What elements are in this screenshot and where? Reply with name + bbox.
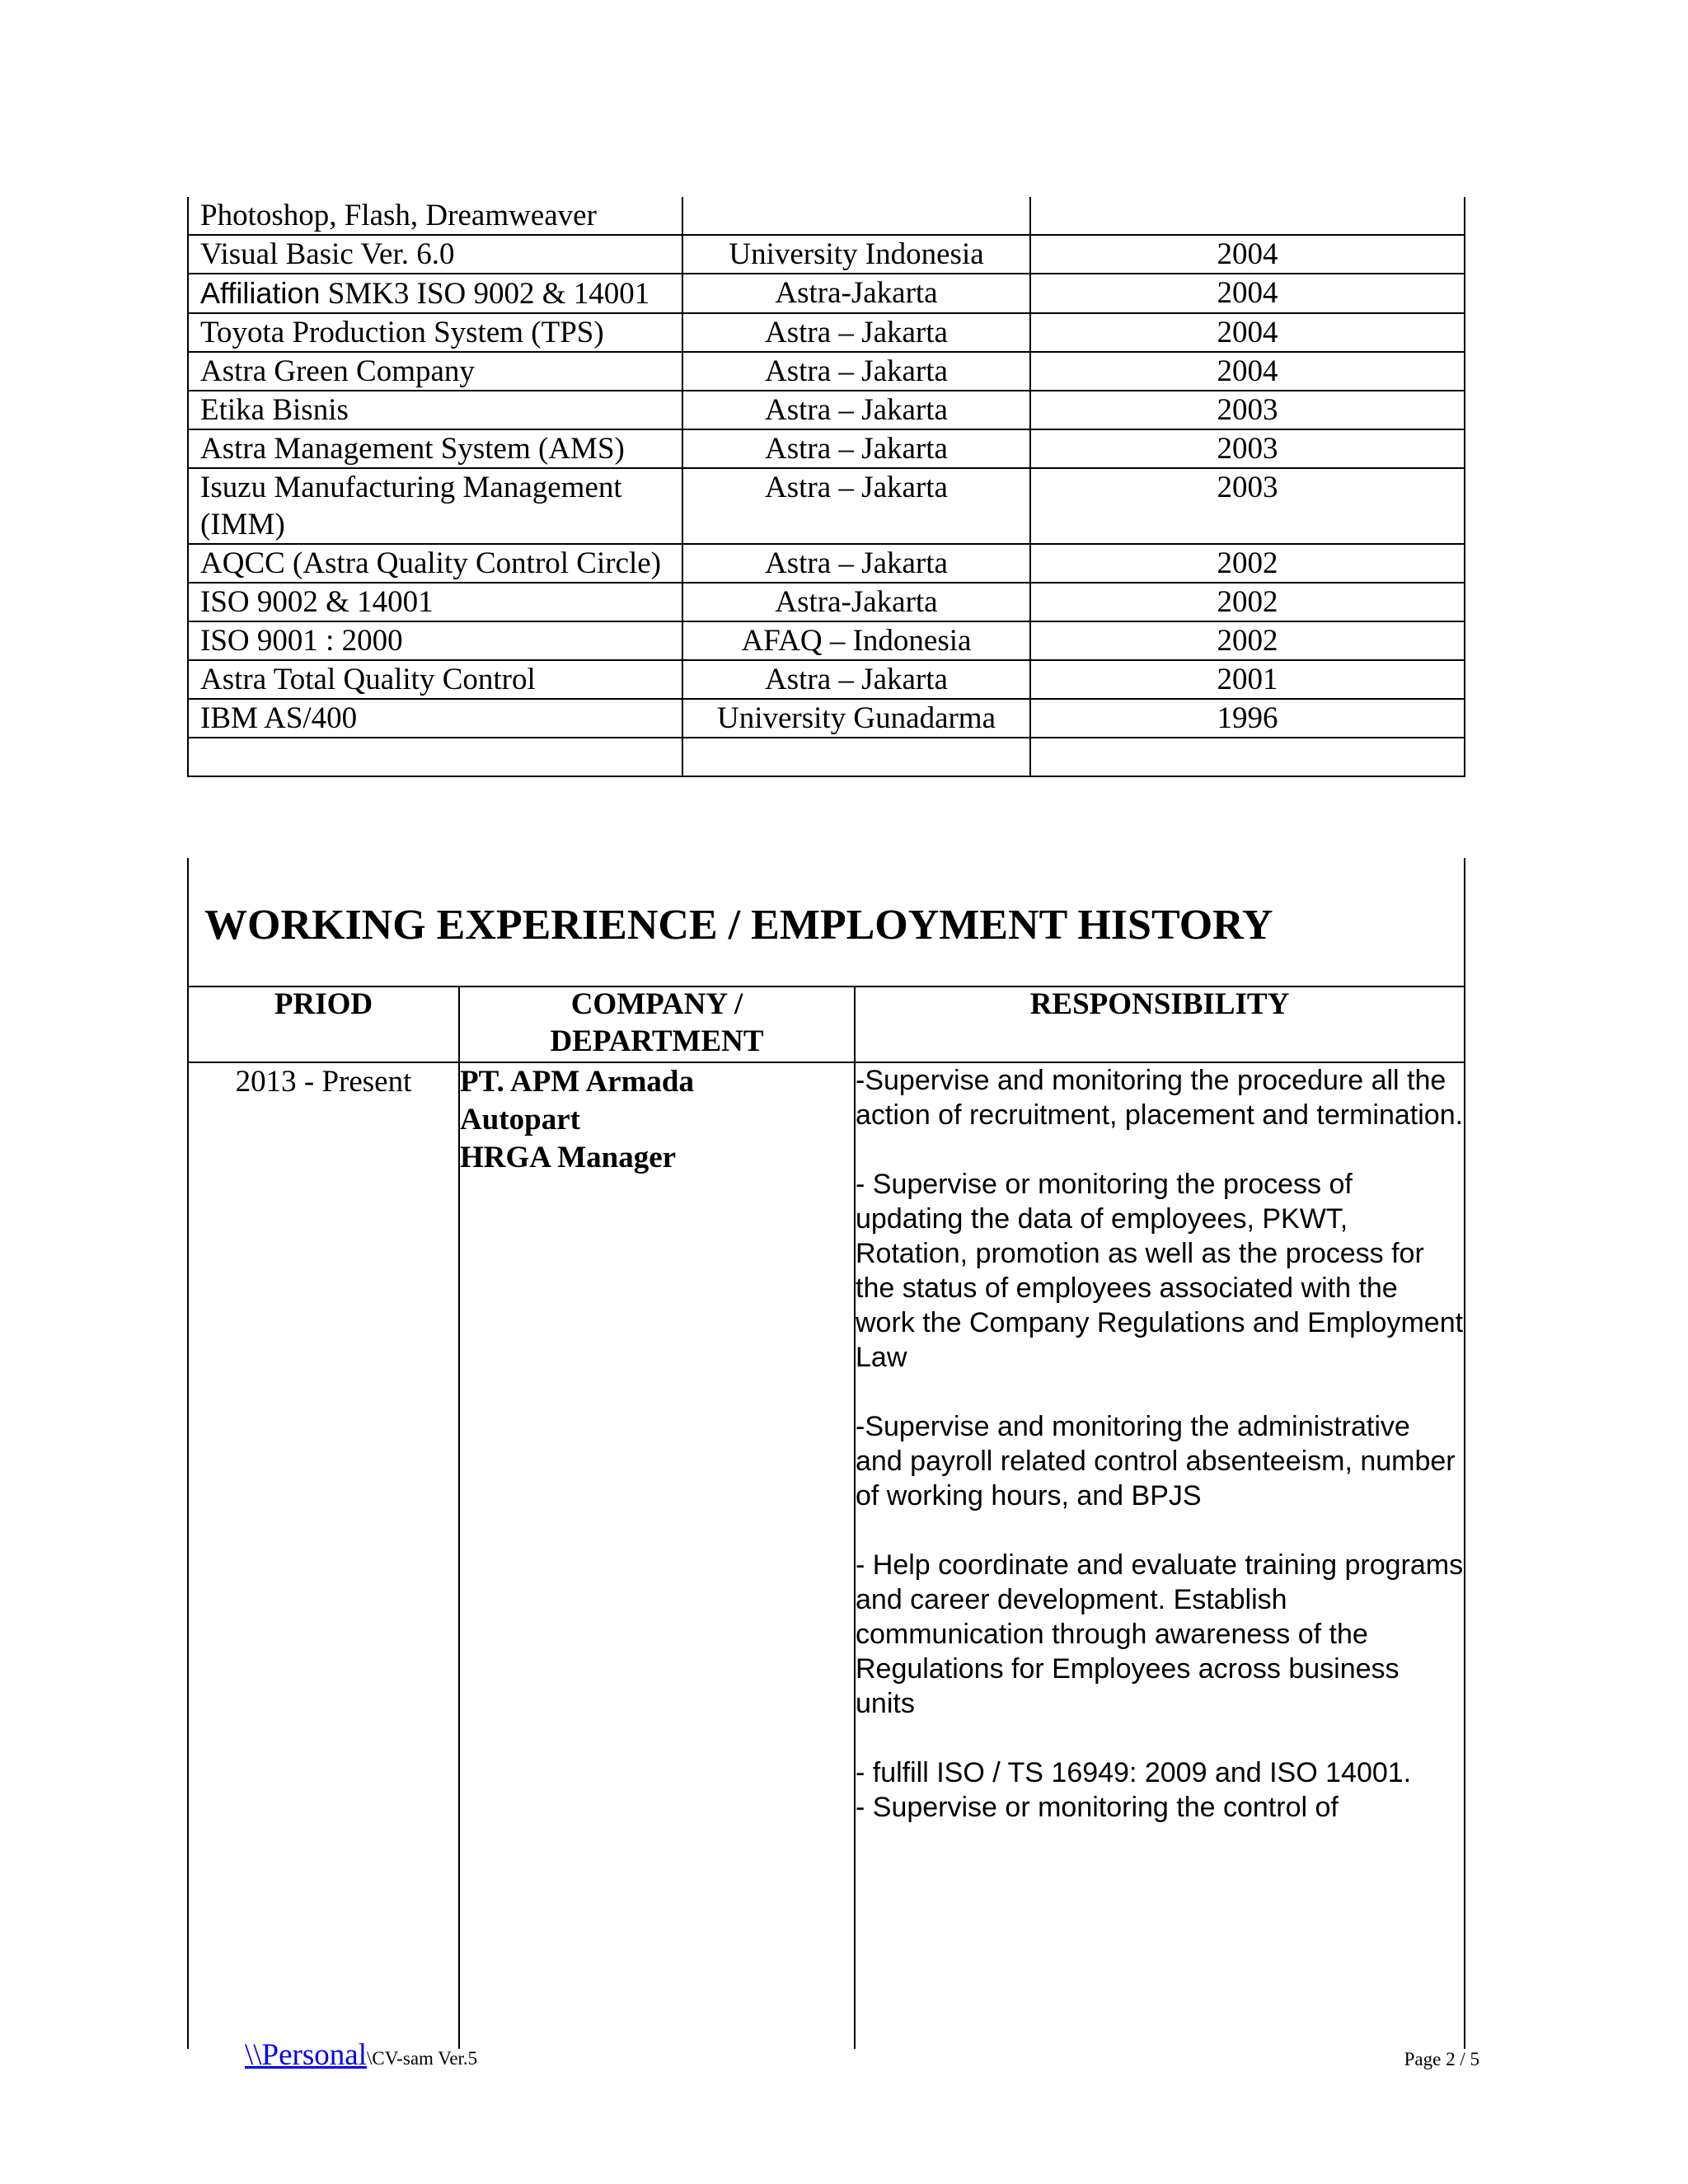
training-year	[1030, 197, 1465, 235]
table-row	[188, 429, 1465, 468]
position-title: HRGA Manager	[460, 1141, 677, 1174]
training-course: Toyota Production System (TPS)	[188, 313, 682, 352]
training-course-prefix: Affiliation	[200, 276, 321, 310]
header-period: PRIOD	[188, 986, 459, 1062]
training-course: Astra Total Quality Control	[188, 660, 682, 699]
responsibility-item: - Supervise or monitoring the process of updating the data of employees, PKWT, Rotation, promotion as well as the process for the status of employees associated with the work the Company Regulations and Employment Law	[856, 1169, 1464, 1373]
table-row	[188, 699, 1465, 738]
employment-period: 2013 - Present	[188, 1062, 459, 2049]
training-institution: Astra-Jakarta	[682, 583, 1030, 621]
training-institution: Astra – Jakarta	[682, 313, 1030, 352]
table-row	[188, 197, 1465, 235]
training-course: Etika Bisnis	[188, 391, 682, 429]
training-institution: University Indonesia	[682, 235, 1030, 274]
training-year: 2003	[1030, 391, 1465, 429]
training-institution: Astra-Jakarta	[682, 274, 1030, 313]
training-institution: Astra – Jakarta	[682, 352, 1030, 391]
training-course: AQCC (Astra Quality Control Circle)	[188, 544, 682, 583]
training-course-text: SMK3 ISO 9002 & 14001	[327, 277, 650, 311]
footer-personal-link[interactable]: \\Personal	[245, 2038, 367, 2072]
training-course: IBM AS/400	[188, 699, 682, 738]
responsibility-item: -Supervise and monitoring the procedure all the action of recruitment, placement and termination.	[856, 1065, 1464, 1131]
training-institution: Astra – Jakarta	[682, 391, 1030, 429]
responsibility-item: - Help coordinate and evaluate training programs and career development. Establish communication through awareness of the Regulations for Employees across business units	[856, 1549, 1464, 1719]
table-row	[188, 621, 1465, 660]
training-year: 2003	[1030, 429, 1465, 468]
training-course: Visual Basic Ver. 6.0	[188, 235, 682, 274]
table-row	[188, 352, 1465, 391]
responsibility-item: -Supervise and monitoring the administrative and payroll related control absenteeism, number of working hours, and BPJS	[856, 1411, 1456, 1511]
training-course	[188, 274, 682, 313]
employment-responsibility	[855, 1062, 1465, 2049]
table-header-row	[188, 986, 1465, 1062]
training-year: 2002	[1030, 621, 1465, 660]
header-responsibility: RESPONSIBILITY	[855, 986, 1465, 1062]
training-year	[1030, 738, 1465, 776]
training-institution: AFAQ – Indonesia	[682, 621, 1030, 660]
training-year: 2003	[1030, 468, 1465, 544]
training-year: 2002	[1030, 583, 1465, 621]
training-course: Astra Management System (AMS)	[188, 429, 682, 468]
table-row	[188, 468, 1465, 544]
training-institution: Astra – Jakarta	[682, 544, 1030, 583]
training-year: 1996	[1030, 699, 1465, 738]
training-course	[188, 738, 682, 776]
training-table	[187, 197, 1465, 777]
employment-table	[187, 986, 1465, 2049]
training-year: 2004	[1030, 352, 1465, 391]
training-institution	[682, 197, 1030, 235]
table-row	[188, 391, 1465, 429]
footer-file-name: \CV-sam Ver.5	[366, 2048, 478, 2069]
table-row	[188, 1062, 1465, 2049]
table-row	[188, 583, 1465, 621]
table-row	[188, 738, 1465, 776]
training-course: Photoshop, Flash, Dreamweaver	[188, 197, 682, 235]
table-row	[188, 235, 1465, 274]
training-year: 2004	[1030, 313, 1465, 352]
training-institution	[682, 738, 1030, 776]
responsibility-item: - fulfill ISO / TS 16949: 2009 and ISO 14001.	[856, 1757, 1412, 1788]
section-title: WORKING EXPERIENCE / EMPLOYMENT HISTORY	[204, 902, 1273, 949]
training-institution: Astra – Jakarta	[682, 429, 1030, 468]
table-row	[188, 660, 1465, 699]
training-year: 2002	[1030, 544, 1465, 583]
header-company: COMPANY / DEPARTMENT	[459, 986, 855, 1062]
table-row	[188, 544, 1465, 583]
company-name-line1: PT. APM Armada	[460, 1065, 694, 1099]
training-course: Astra Green Company	[188, 352, 682, 391]
section-heading-box	[187, 858, 1465, 987]
training-course: ISO 9002 & 14001	[188, 583, 682, 621]
table-row	[188, 313, 1465, 352]
page-number: Page 2 / 5	[1404, 2049, 1479, 2069]
training-institution: Astra – Jakarta	[682, 468, 1030, 544]
table-row	[188, 274, 1465, 313]
training-year: 2004	[1030, 274, 1465, 313]
responsibility-item: - Supervise or monitoring the control of	[856, 1792, 1339, 1823]
footer-document-path	[245, 2037, 477, 2073]
training-year: 2001	[1030, 660, 1465, 699]
training-institution: Astra – Jakarta	[682, 660, 1030, 699]
company-name-line2: Autopart	[460, 1103, 580, 1137]
training-year: 2004	[1030, 235, 1465, 274]
training-course: ISO 9001 : 2000	[188, 621, 682, 660]
employment-company	[459, 1062, 855, 2049]
training-course: Isuzu Manufacturing Management (IMM)	[188, 468, 682, 544]
training-institution: University Gunadarma	[682, 699, 1030, 738]
